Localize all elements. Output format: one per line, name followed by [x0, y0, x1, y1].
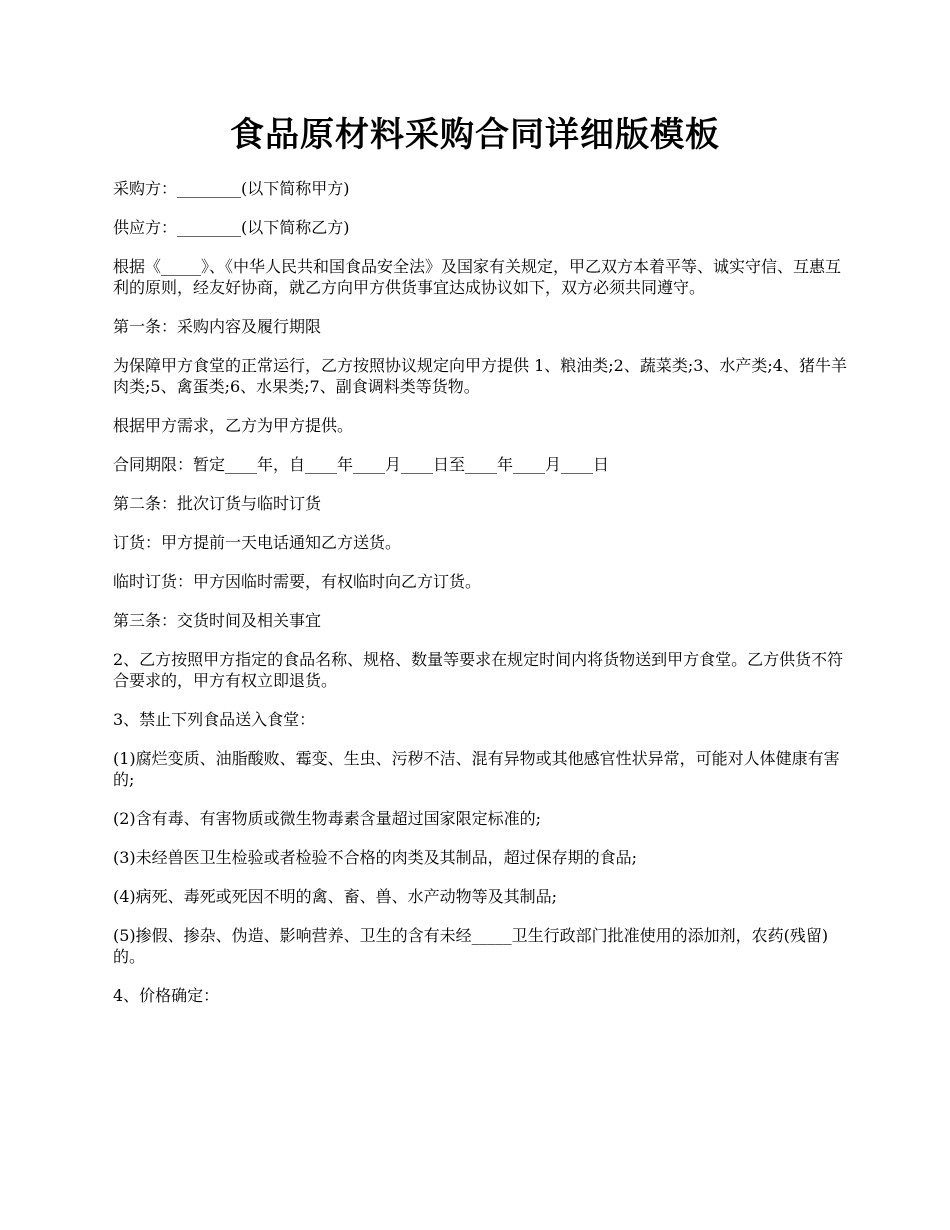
pricing-heading: 4、价格确定：	[113, 986, 220, 1005]
article-2-heading: 第二条：批次订货与临时订货	[113, 494, 322, 513]
prohibited-item-5: (5)掺假、掺杂、伪造、影响营养、卫生的含有未经_____卫生行政部门批准使用的添加剂，农药(残留)的。	[113, 926, 829, 966]
preamble-paragraph: 根据《_____》、《中华人民共和国食品安全法》及国家有关规定，甲乙双方本着平等、诚实守信、互惠互利的原则，经友好协商，就乙方向甲方供货事宜达成协议如下，双方必须共同遵守。	[113, 257, 842, 297]
prohibited-item-3: (3)未经兽医卫生检验或者检验不合格的肉类及其制品，超过保存期的食品;	[113, 848, 638, 867]
article-1-heading: 第一条：采购内容及履行期限	[113, 317, 322, 336]
article-1-content: 为保障甲方食堂的正常运行，乙方按照协议规定向甲方提供 1、粮油类;2、蔬菜类;3、水产类;4、猪牛羊肉类;5、禽蛋类;6、水果类;7、副食调料类等货物。	[113, 356, 847, 396]
temporary-order-paragraph: 临时订货：甲方因临时需要，有权临时向乙方订货。	[113, 572, 482, 591]
prohibited-item-4: (4)病死、毒死或死因不明的禽、畜、兽、水产动物等及其制品;	[113, 887, 558, 906]
delivery-clause-3: 3、禁止下列食品送入食堂：	[113, 710, 316, 729]
document-title: 食品原材料采购合同详细版模板	[230, 115, 720, 155]
article-3-heading: 第三条：交货时间及相关事宜	[113, 611, 322, 630]
contract-term-line: 合同期限：暂定____年，自____年____月____日至____年____月____日	[113, 455, 610, 474]
prohibited-item-2: (2)含有毒、有害物质或微生物毒素含量超过国家限定标准的;	[113, 809, 542, 828]
document-body	[113, 178, 853, 1024]
article-1-demand: 根据甲方需求，乙方为甲方提供。	[113, 416, 354, 435]
ordering-paragraph: 订货：甲方提前一天电话通知乙方送货。	[113, 533, 402, 552]
supplier-line: 供应方：________(以下简称乙方)	[113, 218, 350, 237]
delivery-clause-2: 2、乙方按照甲方指定的食品名称、规格、数量等要求在规定时间内将货物送到甲方食堂。乙方供货不符合要求的，甲方有权立即退货。	[113, 650, 844, 690]
buyer-line: 采购方：________(以下简称甲方)	[113, 179, 350, 198]
prohibited-item-1: (1)腐烂变质、油脂酸败、霉变、生虫、污秽不洁、混有异物或其他感官性状异常，可能对人体健康有害的;	[113, 749, 840, 789]
